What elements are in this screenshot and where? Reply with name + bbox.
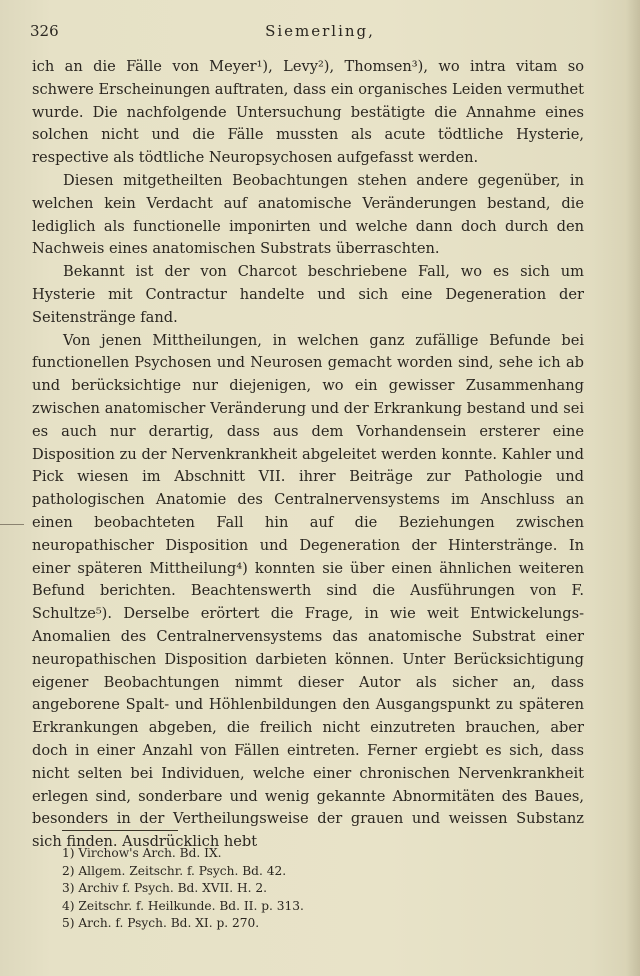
page-number: 326 — [30, 22, 59, 40]
page-edge-shadow — [626, 0, 640, 976]
paragraph: Diesen mitgetheilten Beobachtungen stehen andere gegenüber, in welchen kein Verdacht auf anatomische Veränderungen bestand, die lediglich als functionelle imponirten und welche dann doch durch den Nachweis eines anatomischen Substrats überraschten. — [32, 171, 584, 258]
footnote: 5) Arch. f. Psych. Bd. XI. p. 270. — [62, 916, 260, 931]
footnote: 3) Archiv f. Psych. Bd. XVII. H. 2. — [62, 881, 267, 896]
margin-mark — [0, 524, 24, 525]
paragraph: Bekannt ist der von Charcot beschriebene Fall, wo es sich um Hysterie mit Contractur handelte und sich eine Degeneration der Seitenstränge fand. — [32, 263, 584, 326]
footnote: 1) Virchow's Arch. Bd. IX. — [62, 846, 222, 860]
footnote-divider — [62, 830, 178, 831]
running-head: Siemerling, — [265, 22, 375, 40]
paragraph: ich an die Fälle von Meyer¹), Levy²), Thomsen³), wo intra vitam so schwere Erscheinungen auftraten, dass ein organisches Leiden vermuthet wurde. Die nachfolgende Untersuchung bestätigte die Annahme eines solchen nicht und die Fälle mussten als acute tödtliche Hysterie, respective als tödtliche Neuropsychosen aufgefasst werden. — [32, 58, 584, 167]
paragraph: Von jenen Mittheilungen, in welchen ganz zufällige Befunde bei functionellen Psychosen und Neurosen gemacht worden sind, sehe ich ab und berücksichtige nur diejenigen, wo ein gewisser Zusammenhang zwischen anatomischer Veränderung und der Erkrankung bestand und sei es auch nur derartig, dass aus dem Vorhandensein ersterer eine Disposition zu der Nervenkrankheit abgeleitet werden konnte. Kahler und Pick wiesen im Abschnitt VII. ihrer Beiträge zur Pathologie und pathologischen Anatomie des Centralnervensystems im Anschluss an einen beobachteten Fall hin auf die Beziehungen zwischen neuropathischer Disposition und Degeneration der Hinterstränge. In einer späteren Mittheilung⁴) konnten sie über einen ähnlichen weiteren Befund berichten. Beachtenswerth sind die Ausführungen von F. Schultze⁵). Derselbe erörtert die Frage, in wie weit Entwickelungs-Anomalien des Centralnervensystems das anatomische Substrat einer neuropathischen Disposition darbieten können. Unter Berücksichtigung eigener Beobachtungen nimmt dieser Autor als sicher an, dass angeborene Spalt- und Höhlenbildungen den Ausgangspunkt zu späteren Erkrankungen abgeben, die freilich nicht einzutreten brauchen, aber doch in einer Anzahl von Fällen eintreten. Ferner ergiebt es sich, dass nicht selten bei Individuen, welche einer chronischen Nervenkrankheit erlegen sind, sonderbare und wenig gekannte Abnormitäten des Baues, besonders in der Vertheilungsweise der grauen und weissen Substanz sich finden. Ausdrücklich hebt — [32, 331, 584, 851]
body-text — [32, 56, 584, 854]
footnote: 2) Allgem. Zeitschr. f. Psych. Bd. 42. — [62, 863, 287, 878]
footnotes — [62, 845, 422, 933]
footnote: 4) Zeitschr. f. Heilkunde. Bd. II. p. 313. — [62, 898, 304, 913]
page-header — [30, 22, 610, 44]
